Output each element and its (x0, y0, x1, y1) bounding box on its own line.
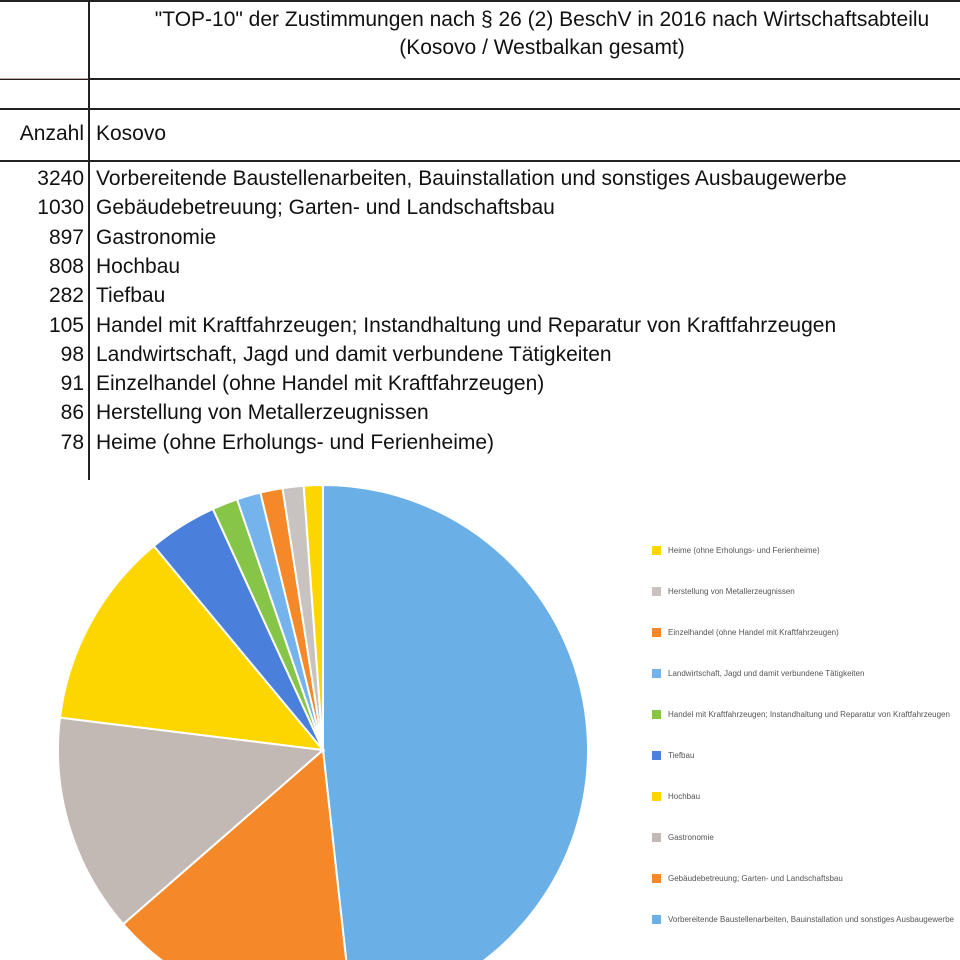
table-cell-label: Gebäudebetreuung; Garten- und Landschaftsbau (96, 196, 555, 220)
title-bottom-border (0, 78, 960, 80)
table-cell-label: Herstellung von Metallerzeugnissen (96, 401, 429, 425)
table-title-line2: (Kosovo / Westbalkan gesamt) (399, 36, 685, 59)
legend-label: Herstellung von Metallerzeugnissen (668, 587, 795, 596)
legend-swatch (652, 915, 661, 924)
table-cell-value: 78 (60, 430, 84, 454)
table-cell-label: Handel mit Kraftfahrzeugen; Instandhaltung und Reparatur von Kraftfahrzeugen (96, 313, 837, 337)
table-cell-label: Gastronomie (96, 225, 217, 249)
legend-entry (652, 530, 960, 571)
table-cell-value: 91 (60, 372, 84, 396)
legend-label: Heime (ohne Erholungs- und Ferienheime) (668, 546, 820, 555)
legend-label: Handel mit Kraftfahrzeugen; Instandhaltung und Reparatur von Kraftfahrzeugen (668, 710, 950, 719)
table-top-border (0, 0, 960, 2)
table-cell-value: 3240 (37, 167, 84, 190)
legend-entry (652, 817, 960, 858)
table-cell-value: 1030 (37, 196, 84, 220)
legend-entry (652, 694, 960, 735)
legend-swatch (652, 751, 661, 760)
pie-chart (0, 480, 652, 960)
table-cell-label: Tiefbau (96, 284, 166, 308)
legend-entry (652, 776, 960, 817)
legend-entry (652, 571, 960, 612)
table-cell-label: Heime (ohne Erholungs- und Ferienheime) (96, 430, 495, 454)
legend-swatch (652, 792, 661, 801)
legend-swatch (652, 546, 661, 555)
legend-entry (652, 653, 960, 694)
table-cell-label: Vorbereitende Baustellenarbeiten, Bauinstallation und sonstiges Ausbaugewerbe (96, 167, 847, 190)
table-cell-value: 98 (60, 342, 84, 366)
legend-swatch (652, 874, 661, 883)
pie-slice (323, 485, 588, 960)
legend-entry (652, 735, 960, 776)
legend-label: Gastronomie (668, 833, 714, 842)
header-category: Kosovo (96, 122, 167, 145)
legend-label: Hochbau (668, 792, 701, 801)
legend-swatch (652, 587, 661, 596)
legend-entry (652, 612, 960, 653)
legend-label: Tiefbau (668, 751, 695, 760)
header-bottom-border (0, 160, 960, 162)
header-count: Anzahl (19, 122, 84, 145)
legend-label: Vorbereitende Baustellenarbeiten, Bauinstallation und sonstiges Ausbaugewerbe (668, 915, 954, 924)
legend-label: Gebäudebetreuung; Garten- und Landschaftsbau (668, 874, 843, 883)
legend-swatch (652, 833, 661, 842)
chart-legend (652, 530, 960, 940)
table-cell-value: 808 (48, 254, 84, 278)
table-title (92, 6, 960, 62)
legend-label: Einzelhandel (ohne Handel mit Kraftfahrzeugen) (668, 628, 839, 637)
legend-swatch (652, 669, 661, 678)
table-cell-label: Einzelhandel (ohne Handel mit Kraftfahrzeugen) (96, 372, 545, 396)
legend-swatch (652, 710, 661, 719)
table-cell-label: Landwirtschaft, Jagd und damit verbundene Tätigkeiten (96, 342, 612, 366)
legend-entry (652, 858, 960, 899)
empty-row-border (0, 108, 960, 110)
table-cell-value: 105 (48, 313, 84, 337)
legend-entry (652, 899, 960, 940)
table-cell-value: 282 (48, 284, 84, 308)
table-title-line1: "TOP-10" der Zustimmungen nach § 26 (2) BeschV in 2016 nach Wirtschaftsabteilu (154, 8, 930, 31)
legend-label: Landwirtschaft, Jagd und damit verbundene Tätigkeiten (668, 669, 865, 678)
column-divider (88, 0, 90, 480)
row-gridline (0, 78, 88, 79)
table-cell-value: 86 (60, 401, 84, 425)
table-cell-value: 897 (48, 225, 84, 249)
legend-swatch (652, 628, 661, 637)
table-cell-label: Hochbau (96, 254, 181, 278)
